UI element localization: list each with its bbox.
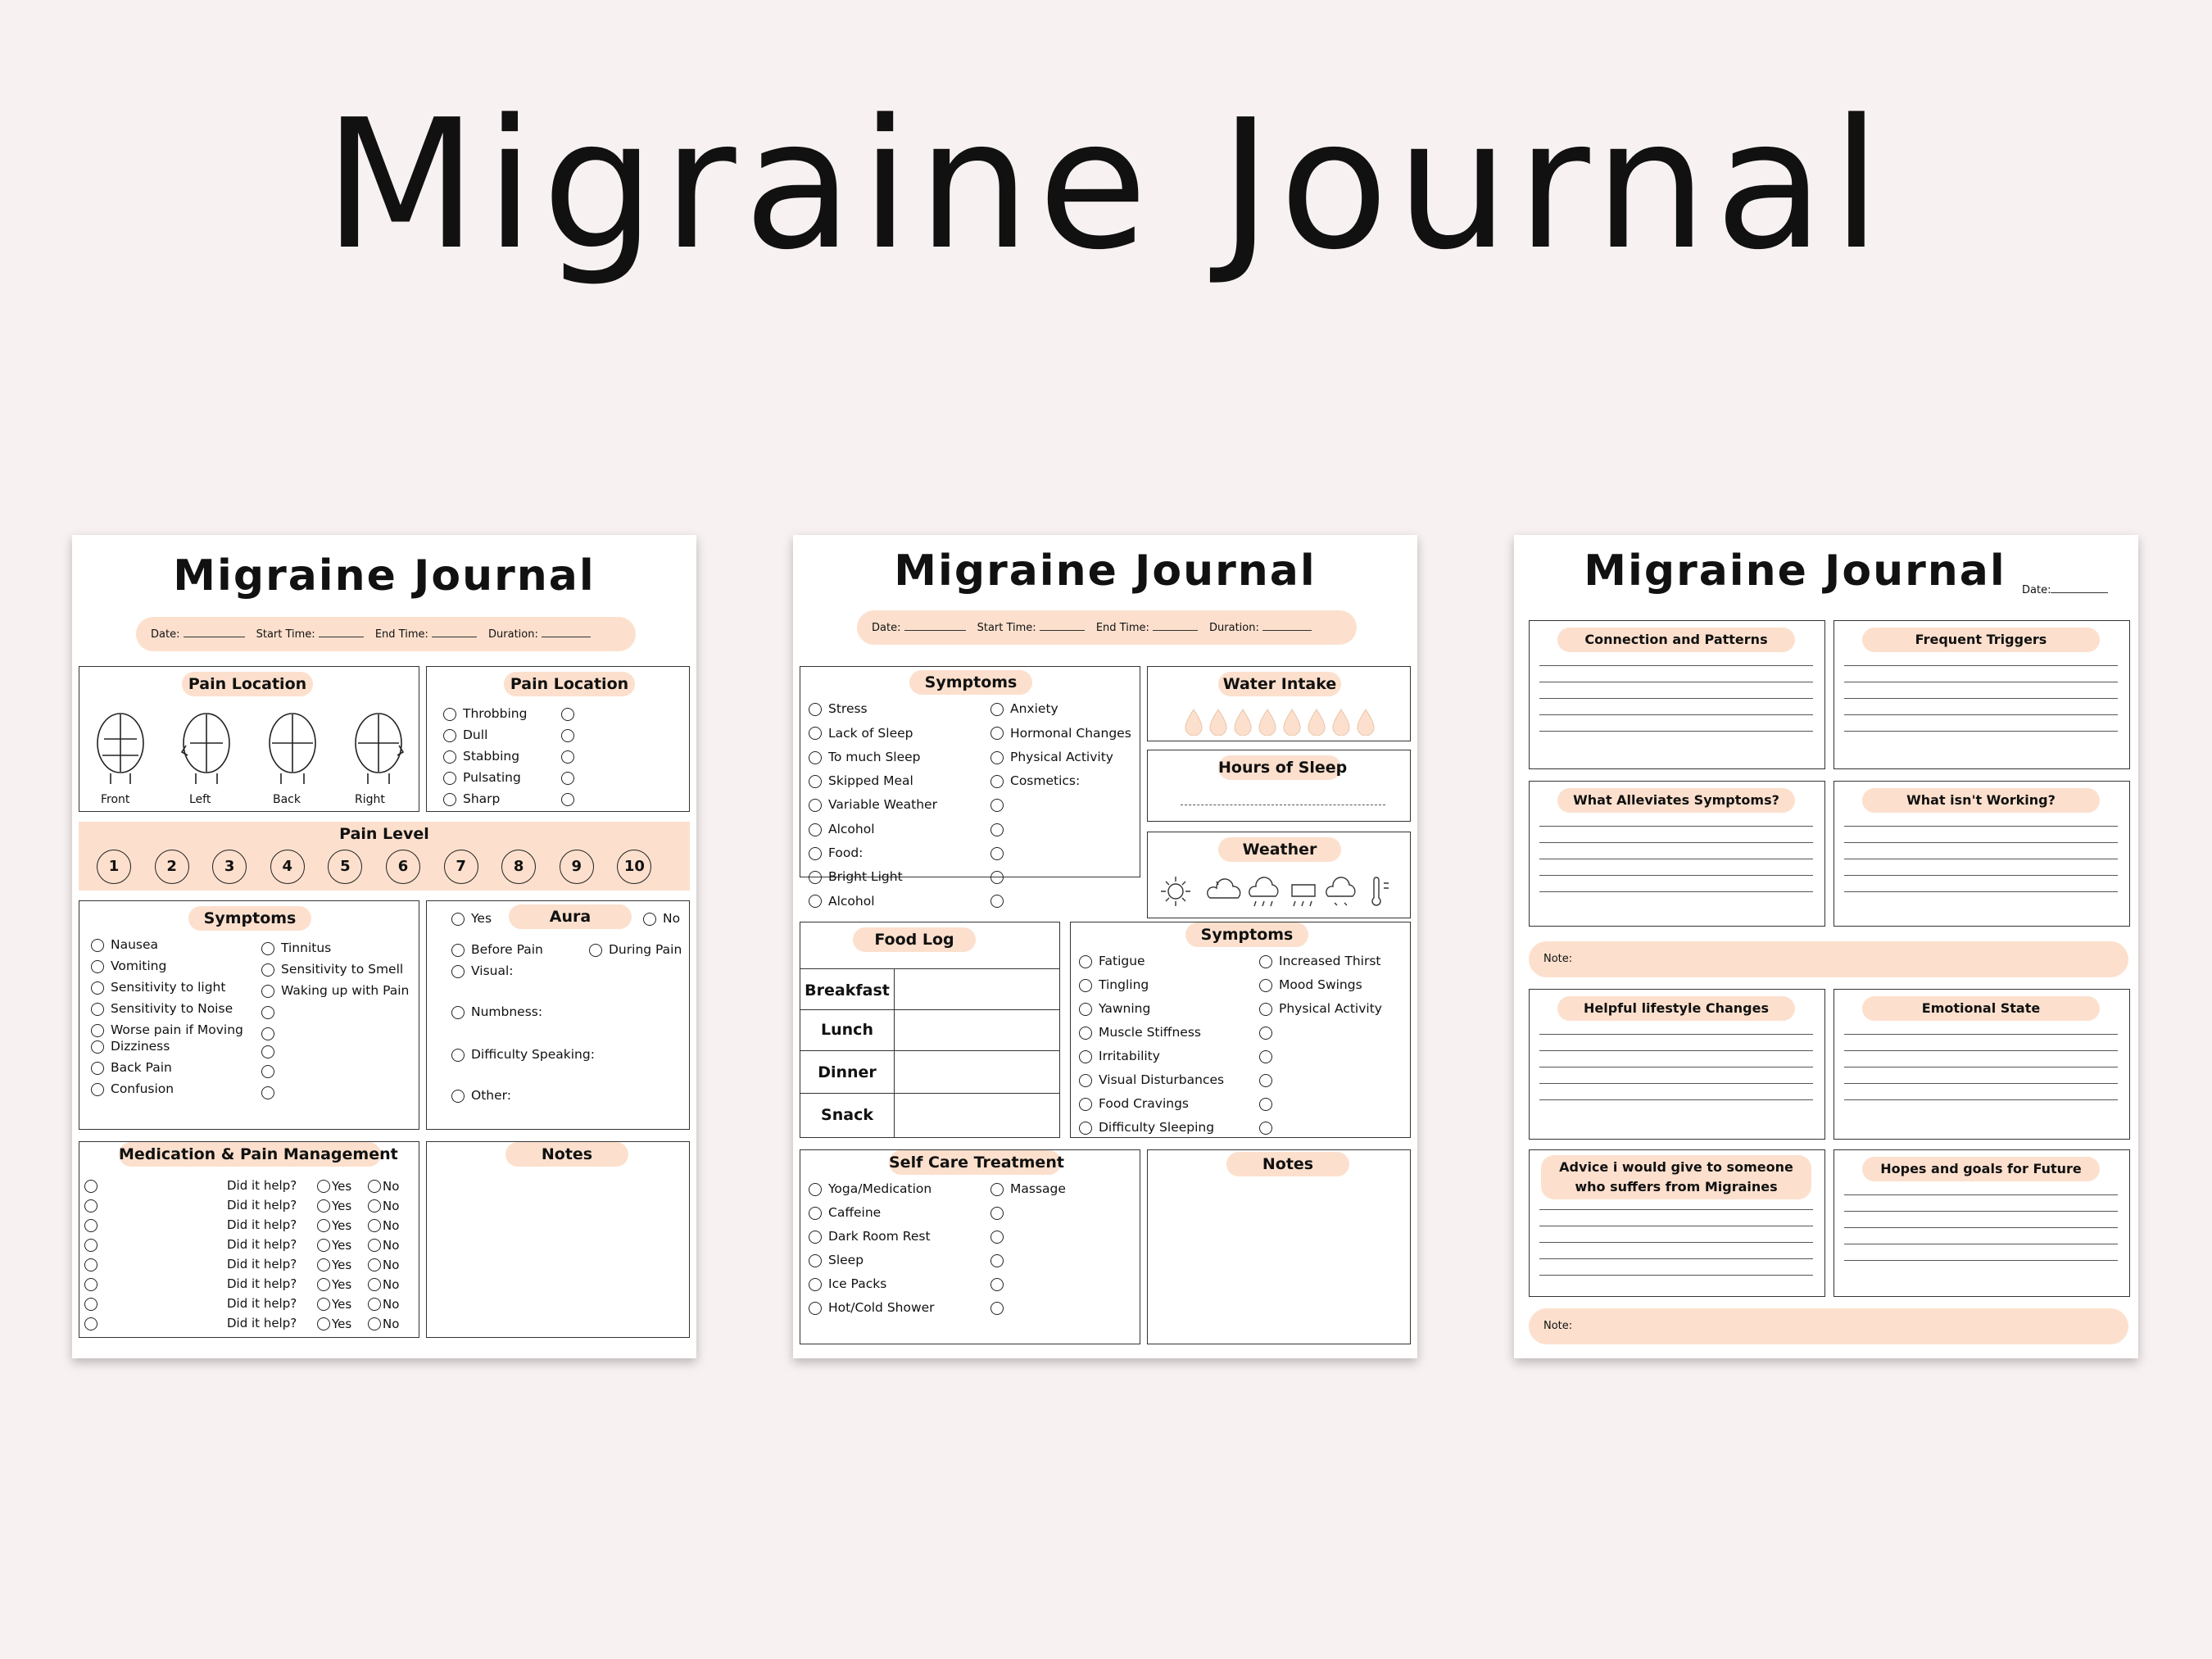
writing-line[interactable]: [1539, 731, 1813, 732]
reflection-box[interactable]: [1834, 781, 2130, 927]
notes-box[interactable]: [1147, 1149, 1411, 1344]
pain-level-3[interactable]: 3: [212, 850, 247, 884]
symptom-option[interactable]: Muscle Stiffness: [1079, 1027, 1201, 1040]
weather-icons[interactable]: [1159, 872, 1397, 913]
writing-line[interactable]: [1844, 891, 2118, 892]
writing-line[interactable]: [1539, 875, 1813, 876]
option-sharp[interactable]: Sharp: [443, 793, 500, 806]
symptom-option[interactable]: Food Cravings: [1079, 1098, 1189, 1111]
writing-line[interactable]: [1539, 665, 1813, 666]
blank-option[interactable]: [561, 772, 574, 785]
reflection-box[interactable]: [1834, 989, 2130, 1140]
trigger-option[interactable]: Alcohol: [809, 895, 875, 908]
note-bar-1[interactable]: Note:: [1529, 941, 2128, 977]
option-stabbing[interactable]: Stabbing: [443, 750, 519, 764]
meal-snack: Snack: [821, 1106, 873, 1124]
blank-option[interactable]: [561, 750, 574, 764]
blank-option[interactable]: [1259, 1050, 1272, 1063]
food-divider: [800, 1009, 1059, 1010]
aura-heading: Aura: [509, 904, 632, 929]
self-care-option[interactable]: Hot/Cold Shower: [809, 1302, 935, 1315]
meal-breakfast: Breakfast: [805, 981, 890, 999]
water-drops-icon[interactable]: [1184, 708, 1380, 736]
aura-other[interactable]: Other:: [451, 1090, 511, 1103]
duration-label: Duration:: [1209, 622, 1259, 634]
self-care-heading: Self Care Treatment: [889, 1150, 1061, 1175]
symptom-back-pain[interactable]: Back Pain: [91, 1062, 172, 1075]
writing-line[interactable]: [1844, 698, 2118, 699]
reflection-heading: Hopes and goals for Future: [1862, 1157, 2100, 1181]
help-no[interactable]: No: [368, 1219, 399, 1232]
medication-checkbox[interactable]: [84, 1298, 104, 1311]
self-care-option[interactable]: Massage: [990, 1183, 1066, 1196]
blank-option[interactable]: [990, 799, 1004, 812]
symptom-light[interactable]: Sensitivity to light: [91, 981, 225, 995]
self-care-option[interactable]: Ice Packs: [809, 1278, 886, 1291]
triggers-heading: Symptoms: [909, 670, 1032, 695]
medication-checkbox[interactable]: [84, 1278, 104, 1291]
food-log-heading: Food Log: [853, 927, 976, 952]
help-no[interactable]: No: [368, 1239, 399, 1252]
pain-level-1[interactable]: 1: [97, 850, 131, 884]
writing-line[interactable]: [1844, 1099, 2118, 1100]
trigger-option[interactable]: Skipped Meal: [809, 775, 913, 788]
pain-level-heading: Pain Level: [339, 825, 429, 843]
view-front: Front: [101, 793, 130, 806]
blank-option[interactable]: [261, 1045, 274, 1058]
help-no[interactable]: No: [368, 1199, 399, 1213]
aura-during-pain[interactable]: During Pain: [589, 944, 682, 957]
trigger-option[interactable]: Physical Activity: [990, 751, 1113, 764]
writing-line[interactable]: [1539, 826, 1813, 827]
medication-checkbox[interactable]: [84, 1199, 104, 1213]
symptom-option[interactable]: Mood Swings: [1259, 979, 1362, 992]
aura-yes[interactable]: Yes: [451, 913, 492, 926]
writing-line[interactable]: [1844, 875, 2118, 876]
aura-visual[interactable]: Visual:: [451, 965, 514, 978]
meal-lunch: Lunch: [821, 1021, 873, 1039]
page-title: Migraine Journal: [173, 551, 596, 601]
food-divider: [800, 968, 1059, 969]
writing-line[interactable]: [1539, 1034, 1813, 1035]
did-it-help-label: Did it help?: [227, 1217, 297, 1232]
did-it-help-label: Did it help?: [227, 1198, 297, 1213]
reflection-heading: Advice i would give to someone who suffers from Migraines: [1541, 1155, 1811, 1199]
pain-level-6[interactable]: 6: [386, 850, 420, 884]
did-it-help-label: Did it help?: [227, 1257, 297, 1271]
note-bar-2[interactable]: Note:: [1529, 1308, 2128, 1344]
trigger-option[interactable]: Bright Light: [809, 871, 903, 884]
symptoms2-heading: Symptoms: [1185, 922, 1308, 947]
help-yes[interactable]: Yes: [317, 1239, 351, 1252]
writing-line[interactable]: [1539, 1258, 1813, 1259]
writing-line[interactable]: [1539, 1083, 1813, 1084]
writing-line[interactable]: [1844, 826, 2118, 827]
blank-option[interactable]: [990, 871, 1004, 884]
writing-line[interactable]: [1844, 842, 2118, 843]
reflection-heading: Emotional State: [1862, 996, 2100, 1021]
writing-line[interactable]: [1539, 714, 1813, 715]
symptom-dizziness[interactable]: Dizziness: [91, 1040, 170, 1054]
notes-box[interactable]: [426, 1141, 690, 1338]
blank-option[interactable]: [990, 1231, 1004, 1244]
blank-option[interactable]: [990, 895, 1004, 908]
symptom-noise[interactable]: Sensitivity to Noise: [91, 1003, 233, 1016]
symptom-option[interactable]: Fatigue: [1079, 955, 1145, 968]
writing-line[interactable]: [1844, 1083, 2118, 1084]
food-log-box: [800, 922, 1060, 1138]
medication-checkbox[interactable]: [84, 1258, 104, 1271]
help-no[interactable]: No: [368, 1278, 399, 1291]
food-col-divider: [894, 968, 895, 1137]
did-it-help-label: Did it help?: [227, 1178, 297, 1193]
help-no[interactable]: No: [368, 1317, 399, 1330]
blank-option[interactable]: [261, 1006, 274, 1019]
medication-checkbox[interactable]: [84, 1219, 104, 1232]
writing-line[interactable]: [1539, 1242, 1813, 1243]
page-title: Migraine Journal: [894, 546, 1317, 596]
food-divider: [800, 1093, 1059, 1094]
writing-line[interactable]: [1844, 1227, 2118, 1228]
help-yes[interactable]: Yes: [317, 1219, 351, 1232]
writing-line[interactable]: [1844, 1194, 2118, 1195]
food-divider: [800, 1050, 1059, 1051]
triggers-box: [800, 666, 1140, 909]
end-time-label: End Time:: [374, 628, 428, 641]
pain-location-heading: Pain Location: [182, 672, 313, 696]
symptom-smell[interactable]: Sensitivity to Smell: [261, 963, 403, 977]
weather-heading: Weather: [1218, 837, 1341, 862]
trigger-option[interactable]: To much Sleep: [809, 751, 921, 764]
did-it-help-label: Did it help?: [227, 1296, 297, 1311]
symptom-option[interactable]: Irritability: [1079, 1050, 1160, 1063]
blank-option[interactable]: [261, 1065, 274, 1078]
symptom-moving[interactable]: Worse pain if Moving: [91, 1024, 243, 1037]
head-diagrams-icon: [88, 706, 415, 788]
trigger-option[interactable]: Lack of Sleep: [809, 727, 913, 740]
symptom-vomiting[interactable]: Vomiting: [91, 960, 166, 973]
self-care-box: [800, 1149, 1140, 1344]
meal-dinner: Dinner: [818, 1063, 877, 1081]
aura-before-pain[interactable]: Before Pain: [451, 944, 543, 957]
help-yes[interactable]: Yes: [317, 1180, 351, 1193]
medication-box: [79, 1141, 419, 1338]
medication-heading: Medication & Pain Management: [119, 1142, 381, 1167]
writing-line[interactable]: [1844, 714, 2118, 715]
writing-line[interactable]: [1844, 1260, 2118, 1261]
journal-page-3: [1514, 535, 2138, 1358]
blank-option[interactable]: [990, 847, 1004, 860]
blank-option[interactable]: [990, 1254, 1004, 1267]
help-yes[interactable]: Yes: [317, 1258, 351, 1271]
aura-speaking[interactable]: Difficulty Speaking:: [451, 1049, 595, 1062]
reflection-heading: Connection and Patterns: [1557, 628, 1795, 652]
symptoms-heading: Symptoms: [188, 906, 311, 931]
writing-line[interactable]: [1539, 1050, 1813, 1051]
did-it-help-label: Did it help?: [227, 1316, 297, 1330]
trigger-option[interactable]: Anxiety: [990, 703, 1058, 716]
writing-line[interactable]: [1844, 1050, 2118, 1051]
trigger-option[interactable]: Variable Weather: [809, 799, 937, 812]
symptom-option[interactable]: Difficulty Sleeping: [1079, 1122, 1214, 1135]
reflection-heading: Frequent Triggers: [1862, 628, 2100, 652]
pain-type-box: [426, 666, 690, 812]
self-care-option[interactable]: Dark Room Rest: [809, 1231, 931, 1244]
trigger-option[interactable]: Cosmetics:: [990, 775, 1080, 788]
blank-option[interactable]: [561, 708, 574, 721]
option-pulsating[interactable]: Pulsating: [443, 772, 521, 785]
blank-option[interactable]: [990, 1207, 1004, 1220]
pain-level-band: [79, 822, 690, 891]
trigger-option[interactable]: Stress: [809, 703, 868, 716]
blank-option[interactable]: [1259, 1027, 1272, 1040]
notes-heading: Notes: [1226, 1152, 1349, 1176]
view-left: Left: [189, 793, 211, 806]
water-intake-heading: Water Intake: [1218, 672, 1341, 696]
writing-line[interactable]: [1539, 1275, 1813, 1276]
reflection-heading: What Alleviates Symptoms?: [1557, 788, 1795, 813]
blank-option[interactable]: [1259, 1074, 1272, 1087]
notes-heading: Notes: [505, 1142, 628, 1167]
journal-page-2: [793, 535, 1417, 1358]
writing-line[interactable]: [1539, 891, 1813, 892]
symptoms-box: [79, 900, 419, 1130]
blank-option[interactable]: [990, 1302, 1004, 1315]
option-throbbing[interactable]: Throbbing: [443, 708, 527, 721]
symptom-waking[interactable]: Waking up with Pain: [261, 985, 409, 998]
date-label: Date:: [151, 628, 180, 641]
help-yes[interactable]: Yes: [317, 1317, 351, 1330]
symptom-confusion[interactable]: Confusion: [91, 1083, 174, 1096]
reflection-box[interactable]: [1834, 1149, 2130, 1297]
writing-line[interactable]: [1844, 665, 2118, 666]
date-bar: [857, 610, 1357, 645]
symptom-option[interactable]: Physical Activity: [1259, 1003, 1382, 1016]
blank-option[interactable]: [561, 793, 574, 806]
did-it-help-label: Did it help?: [227, 1237, 297, 1252]
aura-no[interactable]: No: [643, 913, 680, 926]
water-intake-box: [1147, 666, 1411, 741]
blank-option[interactable]: [990, 1278, 1004, 1291]
pain-level-9[interactable]: 9: [560, 850, 594, 884]
blank-option[interactable]: [1259, 1098, 1272, 1111]
duration-label: Duration:: [488, 628, 538, 641]
sleep-box: [1147, 750, 1411, 822]
symptom-option[interactable]: Tingling: [1079, 979, 1149, 992]
symptom-option[interactable]: Visual Disturbances: [1079, 1074, 1224, 1087]
reflection-heading: Helpful lifestyle Changes: [1557, 996, 1795, 1021]
trigger-option[interactable]: Hormonal Changes: [990, 727, 1131, 740]
reflection-heading: What isn't Working?: [1862, 788, 2100, 813]
pain-level-7[interactable]: 7: [444, 850, 478, 884]
writing-line[interactable]: [1844, 1034, 2118, 1035]
start-time-label: Start Time:: [256, 628, 315, 641]
medication-checkbox[interactable]: [84, 1239, 104, 1252]
symptom-option[interactable]: Increased Thirst: [1259, 955, 1380, 968]
writing-line[interactable]: [1844, 731, 2118, 732]
self-care-option[interactable]: Yoga/Medication: [809, 1183, 931, 1196]
reflection-box[interactable]: [1529, 1149, 1825, 1297]
help-no[interactable]: No: [368, 1298, 399, 1311]
blank-option[interactable]: [561, 729, 574, 742]
date-field[interactable]: Date:: [2022, 584, 2108, 596]
reflection-box[interactable]: [1529, 989, 1825, 1140]
journal-page-1: [72, 535, 696, 1358]
did-it-help-label: Did it help?: [227, 1276, 297, 1291]
help-no[interactable]: No: [368, 1180, 399, 1193]
view-right: Right: [355, 793, 385, 806]
pain-level-8[interactable]: 8: [501, 850, 536, 884]
hero-title: Migraine Journal: [323, 82, 1889, 289]
blank-option[interactable]: [990, 823, 1004, 836]
symptom-option[interactable]: Yawning: [1079, 1003, 1150, 1016]
date-label: Date:: [872, 622, 901, 634]
view-back: Back: [273, 793, 301, 806]
trigger-option[interactable]: Food:: [809, 847, 863, 860]
start-time-label: Start Time:: [977, 622, 1036, 634]
writing-line[interactable]: [1844, 1211, 2118, 1212]
help-no[interactable]: No: [368, 1258, 399, 1271]
writing-line[interactable]: [1539, 1099, 1813, 1100]
pain-level-10[interactable]: 10: [617, 850, 651, 884]
writing-line[interactable]: [1539, 698, 1813, 699]
sleep-heading: Hours of Sleep: [1218, 755, 1341, 780]
self-care-option[interactable]: Sleep: [809, 1254, 863, 1267]
date-bar: [136, 617, 636, 651]
medication-checkbox[interactable]: [84, 1180, 104, 1193]
weather-box: [1147, 832, 1411, 918]
option-dull[interactable]: Dull: [443, 729, 487, 742]
trigger-option[interactable]: Alcohol: [809, 823, 875, 836]
blank-option[interactable]: [261, 1027, 274, 1040]
reflection-box[interactable]: [1529, 620, 1825, 769]
writing-line[interactable]: [1539, 842, 1813, 843]
aura-box: [426, 900, 690, 1130]
page-title: Migraine Journal: [1584, 546, 2006, 596]
pain-location-heads-box: [79, 666, 419, 812]
symptoms2-box: [1070, 922, 1411, 1138]
medication-checkbox[interactable]: [84, 1317, 104, 1330]
help-yes[interactable]: Yes: [317, 1278, 351, 1291]
reflection-box[interactable]: [1834, 620, 2130, 769]
pain-level-4[interactable]: 4: [270, 850, 305, 884]
writing-line[interactable]: [1539, 1209, 1813, 1210]
symptom-tinnitus[interactable]: Tinnitus: [261, 942, 331, 955]
end-time-label: End Time:: [1095, 622, 1149, 634]
blank-option[interactable]: [1259, 1122, 1272, 1135]
pain-level-5[interactable]: 5: [328, 850, 362, 884]
help-yes[interactable]: Yes: [317, 1298, 351, 1311]
self-care-option[interactable]: Caffeine: [809, 1207, 881, 1220]
aura-numbness[interactable]: Numbness:: [451, 1006, 542, 1019]
symptom-nausea[interactable]: Nausea: [91, 939, 158, 952]
blank-option[interactable]: [261, 1086, 274, 1099]
pain-level-2[interactable]: 2: [155, 850, 189, 884]
pain-type-heading: Pain Location: [504, 672, 635, 696]
help-yes[interactable]: Yes: [317, 1199, 351, 1213]
reflection-box[interactable]: [1529, 781, 1825, 927]
